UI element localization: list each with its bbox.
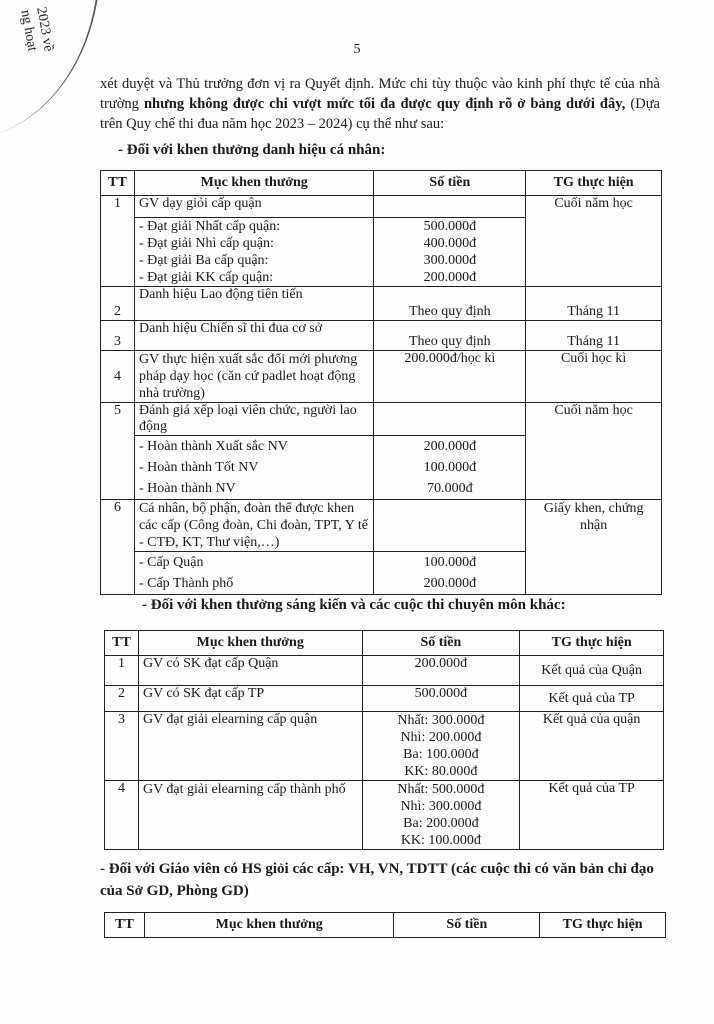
header-tg: TG thực hiện [526,171,662,196]
table-initiative-awards [104,630,664,850]
table-header-row: TT Mục khen thưởng Số tiền TG thực hiện [105,631,664,656]
table-row: 3 Danh hiệu Chiến sĩ thi đua cơ sở Theo quy định Tháng 11 [101,321,662,351]
table-header-row [101,171,662,196]
table-row [101,196,662,218]
row-tg: Cuối năm học [526,196,662,218]
table-row: 4 GV thực hiện xuất sắc đổi mới phương pháp dạy học (căn cứ padlet hoạt động nhà trường) 200.000đ/học kì Cuối học kì [101,351,662,403]
corner-note-line2: ng hoạt [17,8,40,53]
table-row: - Hoàn thành Xuất sắc NV - Hoàn thành Tốt NV - Hoàn thành NV 200.000đ 100.000đ 70.000đ [101,436,662,500]
table-row [101,218,662,287]
header-tt: TT [101,171,135,196]
header-sotien: Số tiền [374,171,526,196]
table-individual-awards [100,170,662,595]
table-student-awards [104,912,666,938]
page-number: 5 [353,42,361,57]
row-sub-tien: 500.000đ 400.000đ 300.000đ 200.000đ [374,218,526,287]
table-row: 4 GV đạt giải elearning cấp thành phố Nhất: 500.000đ Nhì: 300.000đ Ba: 200.000đ KK: 100.000đ Kết quả của TP [105,781,664,850]
intro-text-2: (Dựa trên Quy chế thi đua năm học 2023 – 2024) cụ thể như sau: [100,96,660,132]
table-row: - Cấp Quận - Cấp Thành phố 100.000đ 200.000đ [101,552,662,595]
table-row: 6 Cá nhân, bộ phận, đoàn thể được khen các cấp (Công đoàn, Chi đoàn, TPT, Y tế - CTĐ, KT, Thư viện,…) Giấy khen, chứng nhận [101,500,662,552]
header-muc: Mục khen thưởng [134,171,373,196]
section1-heading: - Đối với khen thưởng danh hiệu cá nhân: [118,142,386,158]
intro-bold: nhưng không được chi vượt mức tối đa được quy định rõ ở bảng dưới đây, [143,96,626,112]
row-sub-muc: - Đạt giải Nhất cấp quận: - Đạt giải Nhì cấp quận: - Đạt giải Ba cấp quận: - Đạt giải KK cấp quận: [134,218,373,287]
intro-paragraph [100,74,660,134]
table-row: 3 GV đạt giải elearning cấp quận Nhất: 300.000đ Nhì: 200.000đ Ba: 100.000đ KK: 80.000đ Kết quả của quận [105,712,664,781]
row-tt: 1 [101,196,135,218]
row-muc: GV dạy giỏi cấp quận [134,196,373,218]
table-row: 2 Danh hiệu Lao động tiên tiến Theo quy định Tháng 11 [101,287,662,321]
section2-heading: - Đối với khen thưởng sáng kiến và các cuộc thi chuyên môn khác: [142,597,566,613]
intro-text-1: xét duyệt và Thủ trưởng đơn vị ra Quyết định. Mức chi tùy thuộc vào kinh phí thực tế của nhà trường [100,76,660,112]
row-tien [374,196,526,218]
section3-heading: - Đối với Giáo viên có HS giỏi các cấp: VH, VN, TDTT (các cuộc thi có văn bản chỉ đạo của Sở GD, Phòng GD) [100,861,654,899]
table-row: 5 Đánh giá xếp loại viên chức, người lao động Cuối năm học [101,403,662,436]
corner-note-line1: 2023 về [33,6,56,53]
table-row: 1 GV có SK đạt cấp Quận 200.000đ Kết quả của Quận [105,656,664,686]
table-header-row: TT Mục khen thưởng Số tiền TG thực hiện [105,913,666,938]
table-row: 2 GV có SK đạt cấp TP 500.000đ Kết quả của TP [105,686,664,712]
